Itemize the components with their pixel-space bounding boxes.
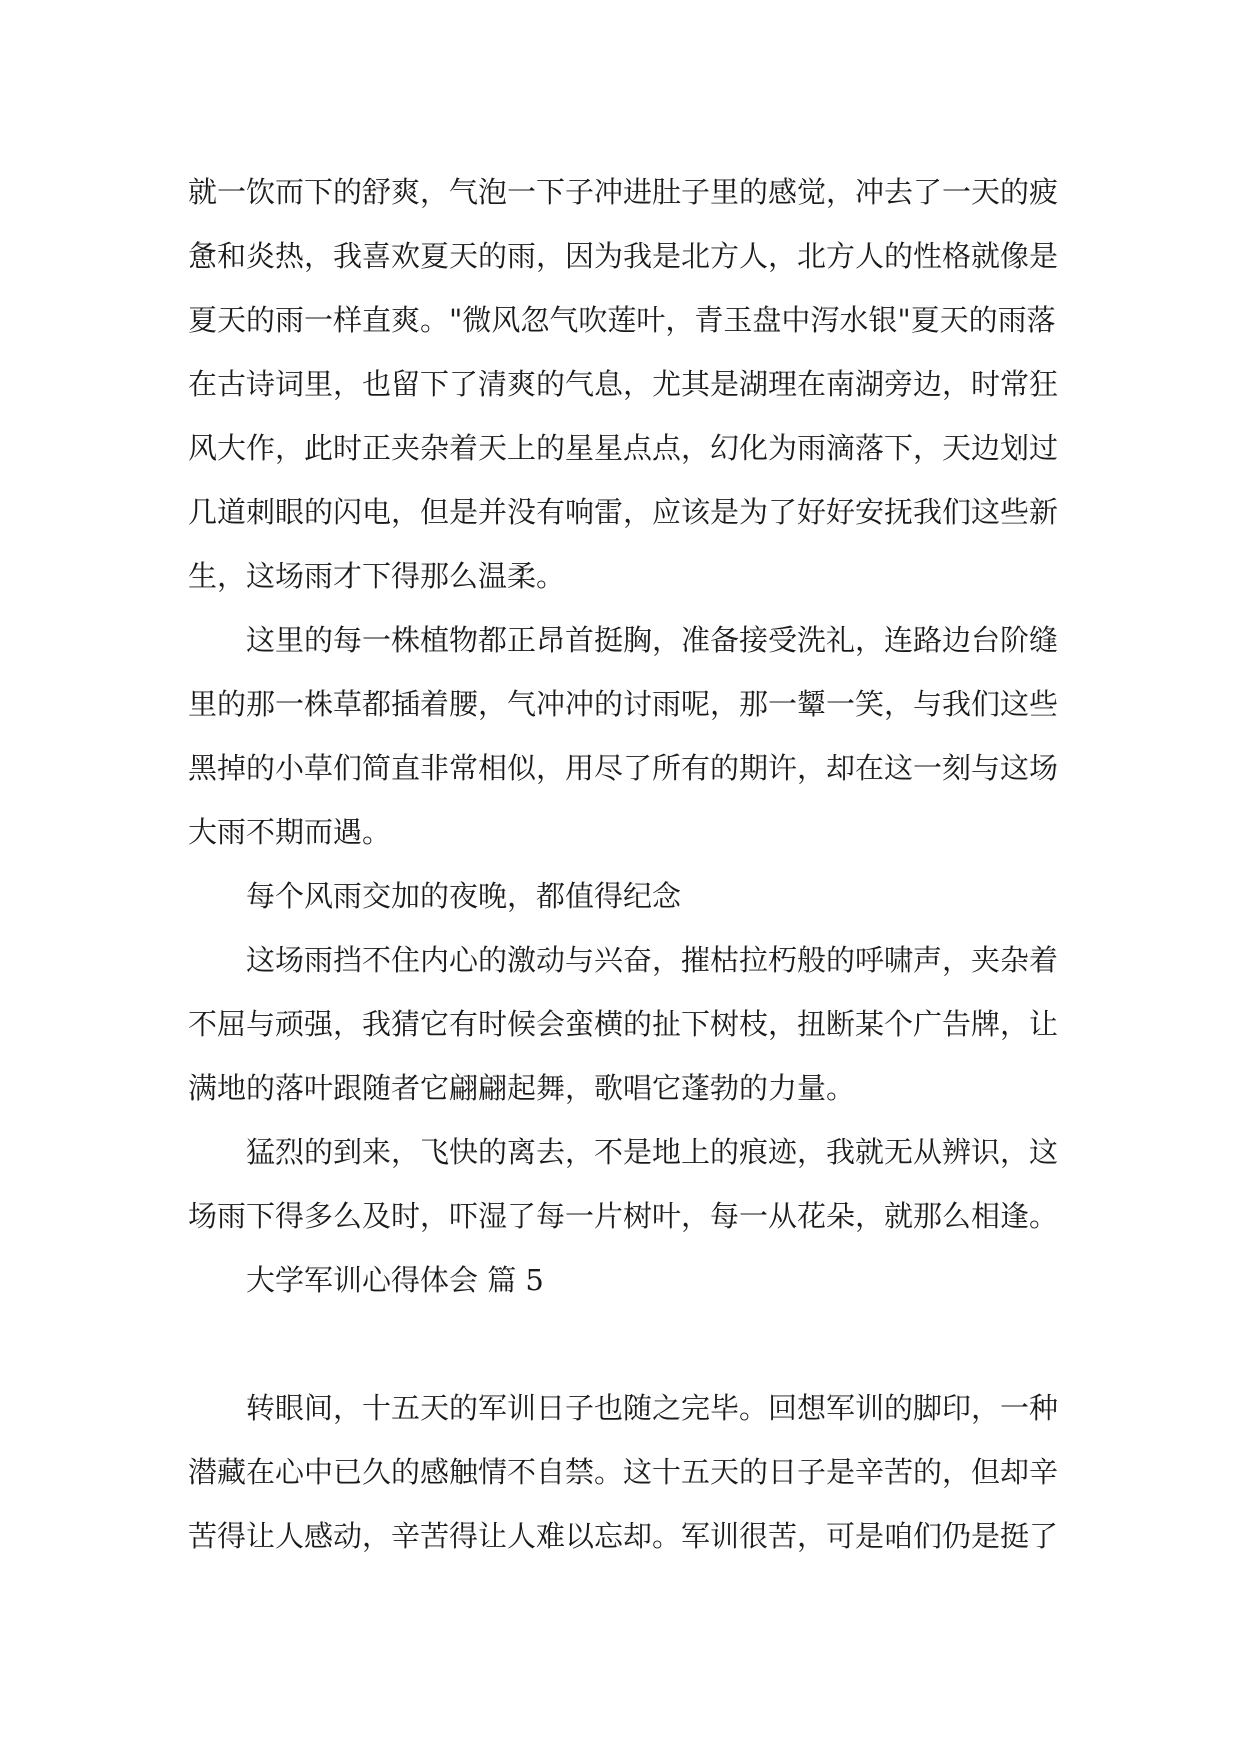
text-line: 潜藏在心中已久的感触情不自禁。这十五天的日子是辛苦的，但却辛	[188, 1455, 1059, 1489]
text-line: 这场雨挡不住内心的激动与兴奋，摧枯拉朽般的呼啸声，夹杂着	[246, 943, 1059, 977]
text-line: 惫和炎热，我喜欢夏天的雨，因为我是北方人，北方人的性格就像是	[188, 239, 1059, 273]
text-line: 黑掉的小草们简直非常相似，用尽了所有的期许，却在这一刻与这场	[188, 751, 1059, 785]
text-line: 每个风雨交加的夜晚，都值得纪念	[246, 879, 682, 913]
document-body	[188, 160, 1068, 1568]
paragraph	[188, 1120, 1068, 1248]
text-line: 猛烈的到来，飞快的离去，不是地上的痕迹，我就无从辨识，这	[246, 1135, 1059, 1169]
text-line: 几道刺眼的闪电，但是并没有响雷，应该是为了好好安抚我们这些新	[188, 495, 1059, 529]
text-line: 里的那一株草都插着腰，气冲冲的讨雨呢，那一颦一笑，与我们这些	[188, 687, 1059, 721]
text-line: 满地的落叶跟随者它翩翩起舞，歌唱它蓬勃的力量。	[188, 1071, 856, 1105]
paragraph	[188, 928, 1068, 1120]
paragraph	[188, 160, 1068, 608]
paragraph	[188, 608, 1068, 864]
paragraph	[188, 1376, 1068, 1568]
text-line: 苦得让人感动，辛苦得让人难以忘却。军训很苦，可是咱们仍是挺了	[188, 1519, 1059, 1553]
text-line: 就一饮而下的舒爽，气泡一下子冲进肚子里的感觉，冲去了一天的疲	[188, 175, 1059, 209]
text-line: 风大作，此时正夹杂着天上的星星点点，幻化为雨滴落下，天边划过	[188, 431, 1059, 465]
text-line: 大雨不期而遇。	[188, 815, 392, 849]
blank-line	[188, 1312, 1068, 1376]
text-line: 不屈与顽强，我猜它有时候会蛮横的扯下树枝，扭断某个广告牌，让	[188, 1007, 1059, 1041]
text-line: 这里的每一株植物都正昂首挺胸，准备接受洗礼，连路边台阶缝	[246, 623, 1059, 657]
section-heading	[188, 1248, 1068, 1312]
text-line: 在古诗词里，也留下了清爽的气息，尤其是湖理在南湖旁边，时常狂	[188, 367, 1059, 401]
text-line: 大学军训心得体会 篇 5	[246, 1263, 544, 1297]
section-subheading	[188, 864, 1068, 928]
text-line: 夏天的雨一样直爽。"微风忽气吹莲叶，青玉盘中泻水银"夏天的雨落	[188, 303, 1056, 337]
text-line: 场雨下得多么及时，吓湿了每一片树叶，每一从花朵，就那么相逢。	[188, 1199, 1059, 1233]
text-line: 生，这场雨才下得那么温柔。	[188, 559, 566, 593]
text-line: 转眼间，十五天的军训日子也随之完毕。回想军训的脚印，一种	[246, 1391, 1059, 1425]
